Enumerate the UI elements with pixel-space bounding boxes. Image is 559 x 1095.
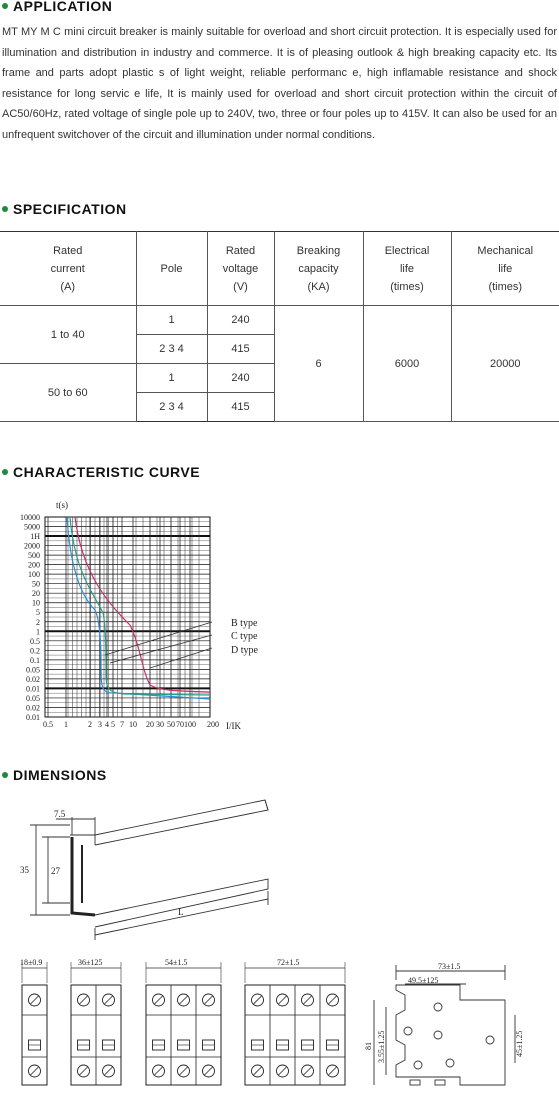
y-tick-label: 200 bbox=[28, 560, 40, 570]
pole-cell: 1 bbox=[136, 364, 207, 393]
voltage-cell: 240 bbox=[207, 364, 274, 393]
y-tick-label: 2 bbox=[36, 617, 40, 627]
dimensions-drawing bbox=[0, 795, 559, 1095]
y-tick-label: 0.05 bbox=[26, 693, 40, 703]
x-unit-label: I/IK bbox=[226, 721, 241, 731]
y-tick-label: 0.01 bbox=[26, 713, 40, 722]
x-tick-label: 100 bbox=[184, 720, 196, 729]
y-tick-label: 5 bbox=[36, 608, 40, 618]
y-tick-label: 0.05 bbox=[26, 665, 40, 675]
dimensions-heading: DIMENSIONS bbox=[2, 767, 107, 783]
y-tick-label: 100 bbox=[28, 570, 40, 580]
header-electrical-life: Electrical life (times) bbox=[363, 232, 451, 306]
x-tick-label: 30 bbox=[156, 720, 164, 729]
characteristic-curve-chart bbox=[0, 495, 300, 735]
x-tick-label: 5 bbox=[111, 720, 115, 729]
y-tick-label: 0.01 bbox=[26, 684, 40, 694]
side-overall-label: 73±1.5 bbox=[438, 962, 461, 971]
header-pole: Pole bbox=[136, 232, 207, 306]
side-depth-right-label: 45±1.25 bbox=[515, 1030, 524, 1057]
rail-inner-label: 27 bbox=[51, 866, 60, 876]
pole-cell: 1 bbox=[136, 306, 207, 335]
y-tick-label: 5000 bbox=[24, 522, 40, 532]
y-tick-label: 50 bbox=[32, 579, 40, 589]
electrical-cell: 6000 bbox=[363, 306, 451, 422]
bullet-icon bbox=[2, 3, 8, 9]
legend-c-type: C type bbox=[231, 631, 258, 642]
din-rail-drawing bbox=[30, 800, 268, 940]
y-tick-label: 10000 bbox=[20, 513, 40, 522]
y-tick-label: 0.2 bbox=[30, 646, 40, 656]
header-rated-current: Rated current (A) bbox=[0, 232, 136, 306]
legend-d-type: D type bbox=[231, 645, 258, 656]
y-tick-label: 1H bbox=[30, 532, 40, 542]
y-tick-label: 20 bbox=[32, 589, 40, 599]
x-tick-label: 2 bbox=[88, 720, 92, 729]
side-depth-left-label: 3.55±1.25 bbox=[377, 1030, 386, 1063]
breaker-3-width-label: 54±1.5 bbox=[165, 958, 188, 967]
header-mechanical-life: Mechanical life (times) bbox=[451, 232, 559, 306]
x-tick-label: 70 bbox=[176, 720, 184, 729]
side-height-label: 81 bbox=[364, 1042, 373, 1050]
specification-heading: SPECIFICATION bbox=[2, 201, 127, 217]
bullet-icon bbox=[2, 772, 8, 778]
voltage-cell: 240 bbox=[207, 306, 274, 335]
side-inner-label: 49.5±125 bbox=[408, 976, 439, 985]
curve-heading: CHARACTERISTIC CURVE bbox=[2, 464, 200, 480]
application-heading: APPLICATION bbox=[2, 0, 112, 14]
bullet-icon bbox=[2, 206, 8, 212]
breaking-cell: 6 bbox=[274, 306, 363, 422]
pole-cell: 2 3 4 bbox=[136, 335, 207, 364]
legend-b-type: B type bbox=[231, 618, 258, 629]
y-unit-label: t(s) bbox=[56, 500, 68, 510]
y-tick-label: 0.02 bbox=[26, 674, 40, 684]
breaker-1-width-label: 18±0.9 bbox=[20, 958, 43, 967]
y-tick-label: 500 bbox=[28, 551, 40, 561]
specification-table bbox=[0, 231, 559, 422]
y-tick-label: 10 bbox=[32, 598, 40, 608]
b-type-curve bbox=[67, 517, 210, 699]
header-rated-voltage: Rated voltage (V) bbox=[207, 232, 274, 306]
header-breaking-capacity: Breaking capacity (KA) bbox=[274, 232, 363, 306]
x-tick-label: 7 bbox=[120, 720, 124, 729]
x-tick-label: 3 bbox=[98, 720, 102, 729]
voltage-cell: 415 bbox=[207, 393, 274, 422]
x-tick-label: 0.5 bbox=[43, 720, 53, 729]
table-row bbox=[0, 306, 559, 335]
rail-height-label: 35 bbox=[20, 865, 29, 875]
d-type-leader bbox=[150, 648, 212, 668]
x-tick-label: 10 bbox=[129, 720, 137, 729]
x-tick-label: 20 bbox=[146, 720, 154, 729]
pole-cell: 2 3 4 bbox=[136, 393, 207, 422]
y-tick-label: 2000 bbox=[24, 541, 40, 551]
y-tick-label: 0.1 bbox=[30, 655, 40, 665]
y-tick-label: 1 bbox=[36, 627, 40, 637]
bullet-icon bbox=[2, 469, 8, 475]
x-tick-label: 50 bbox=[167, 720, 175, 729]
x-tick-label: 4 bbox=[105, 720, 109, 729]
rail-length-label: L bbox=[178, 907, 184, 917]
x-tick-labels bbox=[43, 720, 219, 729]
breaker-4-width-label: 72±1.5 bbox=[277, 958, 300, 967]
x-tick-label: 200 bbox=[207, 720, 219, 729]
breaker-2-width-label: 36±125 bbox=[78, 958, 103, 967]
x-tick-label: 1 bbox=[64, 720, 68, 729]
breaker-side-view bbox=[374, 965, 515, 1085]
rail-width-label: 7.5 bbox=[54, 809, 66, 819]
application-text: MT MY M C mini circuit breaker is mainly suitable for overload and short circuit protection. It is especially used for illumination and distribution in industry and commerce. It is of pleasing outlook & high breaking capacity etc. Its frame and parts adopt plastic s of light weight, reliable performanc e, high inflamable resistance and shock resistance for long servic e life, It is mainly used for overload and short circuit protection within the circuit of AC50/60Hz, rated voltage of single pole up to 240V, two, three or four poles up to 415V. It can also be used for an unfrequent switchover of the circuit and illumination under normal conditions. bbox=[2, 26, 557, 141]
y-tick-label: 0.5 bbox=[30, 636, 40, 646]
y-tick-label: 0.02 bbox=[26, 703, 40, 713]
voltage-cell: 415 bbox=[207, 335, 274, 364]
current-cell: 50 to 60 bbox=[0, 364, 136, 422]
y-tick-labels bbox=[20, 513, 40, 722]
mechanical-cell: 20000 bbox=[451, 306, 559, 422]
current-cell: 1 to 40 bbox=[0, 306, 136, 364]
breaker-front-views bbox=[22, 962, 345, 1085]
